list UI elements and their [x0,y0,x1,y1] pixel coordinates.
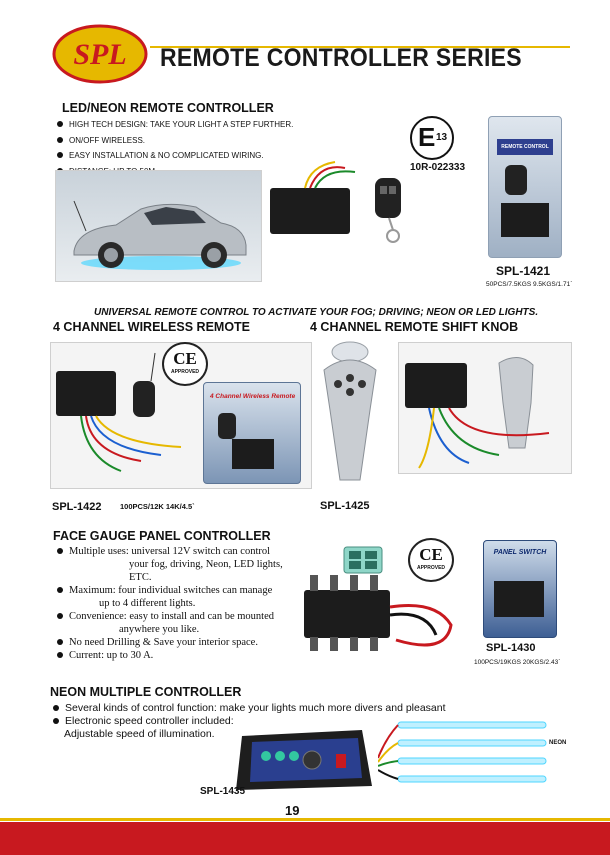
spl-1430-package [483,540,557,638]
car-photo [55,170,262,282]
package-label: REMOTE CONTROL [497,139,553,155]
e-number: 13 [436,132,448,143]
neon-arrow-label: NEON [549,740,567,746]
e-letter: E [418,122,436,152]
package-receiver [501,203,549,237]
wireless-remote-heading: 4 CHANNEL WIRELESS REMOTE [53,320,251,334]
gauge-bullet: No need Drilling & Save your interior space. [56,636,296,649]
led-bullet: HIGH TECH DESIGN: TAKE YOUR LIGHT A STEP FURTHER. [56,117,293,133]
code-spl-1421: SPL-1421 [496,264,551,278]
ce-badge-1422 [162,342,208,386]
code-spl-1425: SPL-1425 [320,500,370,512]
page-title: REMOTE CONTROLLER SERIES [160,44,522,72]
gauge-bullet: Current: up to 30 A. [56,649,296,662]
logo-text: SPL [73,38,127,71]
gauge-heading: FACE GAUGE PANEL CONTROLLER [53,529,271,543]
ce-mark: CE [173,349,197,368]
neon-heading: NEON MULTIPLE CONTROLLER [50,685,242,699]
approval-number: 10R-022333 [410,162,466,173]
gauge-bullet: Maximum: four individual switches can manage up to 4 different lights. [56,584,296,610]
shift-knob-heading: 4 CHANNEL REMOTE SHIFT KNOB [310,320,519,334]
gauge-bullets [56,545,296,662]
package-remote [218,413,236,439]
led-receiver-remote-photo [265,158,405,258]
universal-tagline: UNIVERSAL REMOTE CONTROL TO ACTIVATE YOUR FOG; DRIVING; NEON OR LED LIGHTS. [94,307,539,318]
neon-bullet: Electronic speed controller included: [52,715,446,728]
ce-badge-1430 [408,538,454,582]
neon-tubes-diagram [378,718,553,788]
led-bullet: ON/OFF WIRELESS. [56,133,293,149]
package-title: PANEL SWITCH [493,549,547,556]
ce-approved: APPROVED [416,565,446,571]
spl-1421-package [488,116,562,258]
footer-rule [0,818,610,821]
package-controller [494,581,544,617]
led-heading: LED/NEON REMOTE CONTROLLER [62,101,274,115]
page-number: 19 [285,803,300,818]
shift-knob-photo [310,340,390,490]
gauge-bullet: Multiple uses: universal 12V switch can control your fog, driving, Neon, LED lights, ETC. [56,545,296,584]
gauge-bullet: Convenience: easy to install and can be mounted anywhere you like. [56,610,296,636]
package-title: 4 Channel Wireless Remote [210,393,296,400]
neon-controller-photo [232,716,377,794]
footer-band [0,822,610,855]
ce-mark: CE [419,545,443,564]
spl-1422-package [203,382,301,484]
led-bullet: EASY INSTALLATION & NO COMPLICATED WIRING. [56,148,293,164]
code-spl-1435: SPL-1435 [200,786,246,797]
spl-1425-kit-photo [398,342,572,474]
e13-mark [410,116,454,160]
ce-approved: APPROVED [170,369,200,375]
pack-spl-1422: 100PCS/12K 14K/4.5` [120,502,195,511]
pack-spl-1421: 50PCS/7.5KGS 9.5KGS/1.71` [486,281,573,288]
neon-line2: Adjustable speed of illumination. [64,728,215,740]
code-spl-1430: SPL-1430 [486,642,536,654]
neon-bullet: Several kinds of control function: make your lights much more divers and pleasant [52,702,446,715]
pack-spl-1430: 100PCS/19KGS 20KGS/2.43` [474,659,561,666]
brand-logo [52,24,148,84]
code-spl-1422: SPL-1422 [52,501,102,513]
package-receiver [232,439,274,469]
package-remote [505,165,527,195]
